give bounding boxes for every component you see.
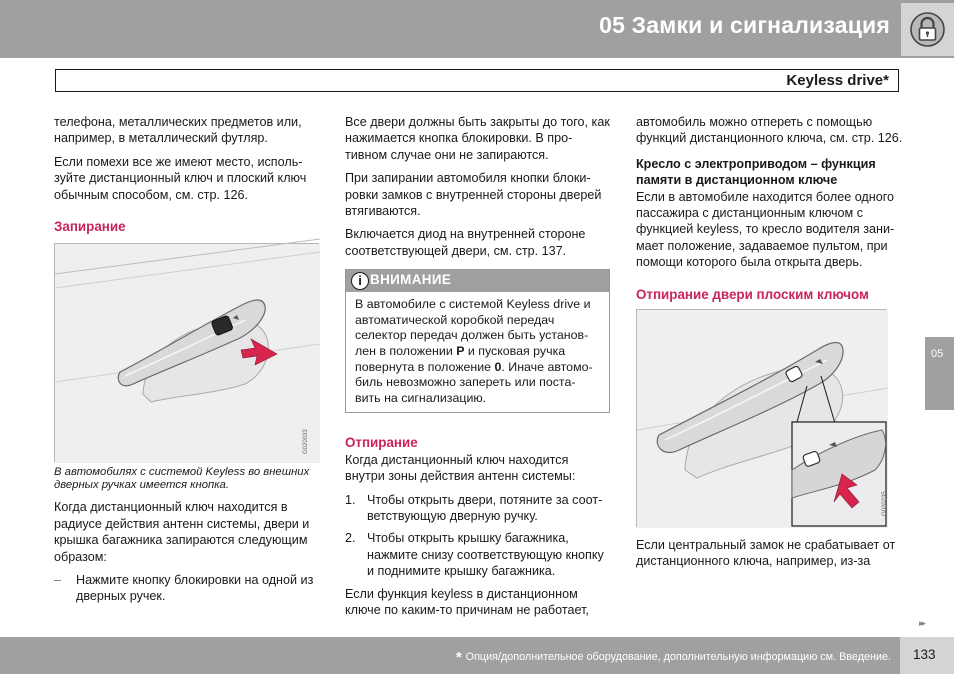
subheading-memory-seat: Кресло с электроприводом – функция памяти в дистанционном ключе	[636, 156, 876, 188]
warning-title: ВНИМАНИЕ	[370, 272, 452, 288]
column-3	[636, 114, 904, 577]
col1-paragraph-1: телефона, металлических предметов или, например, в металлический футляр.	[54, 115, 302, 146]
item-number: 1.	[345, 492, 356, 507]
figure-code: G020235	[882, 491, 888, 517]
footer-band	[0, 637, 954, 674]
col2-paragraph-4: Когда дистанционный ключ находится внутри зоны действия антенн системы:	[345, 452, 576, 484]
col2-paragraph-1: Все двери должны быть закрыты до того, как нажимается кнопка блокировки. В про-тивном случае они не запираются.	[345, 115, 610, 162]
col3-paragraph-2: Если в автомобиле находится более одного пассажира с дистанционным ключом с функцией keyless, то кресло водителя зани-мает положение, задаваемое пультом, при помощи которого была открыта дверь.	[636, 189, 895, 270]
heading-locking: Запирание	[54, 219, 126, 235]
numbered-item	[345, 492, 610, 525]
item-text: Чтобы открыть двери, потяните за соот-ветствующую дверную ручку.	[367, 492, 603, 524]
item-number: 2.	[345, 531, 356, 546]
page-number-box	[900, 637, 954, 674]
dash-bullet: –	[54, 573, 62, 588]
col2-paragraph-2: При запирании автомобиля кнопки блоки-ровки замков с внутренней стороны дверей втягиваются.	[345, 171, 602, 219]
chapter-title: 05 Замки и сигнализация	[599, 12, 890, 38]
col3-paragraph-1: автомобиль можно отпереть с помощью функций дистанционного ключа, см. стр. 126.	[636, 115, 903, 146]
chapter-icon-box	[901, 3, 954, 56]
asterisk-marker: *	[455, 649, 462, 666]
door-handle-illustration	[55, 244, 320, 463]
figure-caption: В автомобилях с системой Keyless во внешних дверных ручках имеется кнопка.	[54, 466, 310, 492]
list-item	[54, 572, 324, 605]
chapter-side-tab[interactable]	[925, 337, 954, 410]
next-page-arrows-icon[interactable]: ▸▸	[919, 618, 925, 628]
col1-paragraph-3: Когда дистанционный ключ находится в радиусе действия антенн системы, двери и крышка багажника запираются следующим образом:	[54, 500, 310, 564]
gear-position-p: P	[456, 344, 465, 359]
column-2	[345, 114, 610, 625]
warning-text-part: и пусковая ручка повернута в положение	[355, 344, 566, 374]
warning-text-part: . Иначе автомо-биль невозможно запереть или поста-вить на сигнализацию.	[355, 359, 593, 405]
warning-text	[346, 292, 609, 412]
warning-box	[345, 269, 610, 413]
warning-header	[346, 270, 609, 292]
footnote-text: Опция/дополнительное оборудование, дополнительную информацию см. Введение.	[465, 651, 891, 663]
section-header-box	[55, 69, 899, 92]
col3-paragraph-3: Если центральный замок не срабатывает от дистанционного ключа, например, из-за	[636, 538, 896, 569]
key-lock-illustration	[637, 310, 888, 528]
item-text: Чтобы открыть крышку багажника, нажмите снизу соответствующую кнопку и поднимите крышку багажника.	[367, 531, 604, 579]
info-icon: i	[351, 272, 369, 290]
list-item-text: Нажмите кнопку блокировки на одной из дверных ручек.	[76, 573, 314, 604]
warning-text-part: В автомобиле с системой Keyless drive и автоматической коробкой передач селектор передач должен быть установ-лен в положении	[355, 297, 591, 359]
header-band	[0, 0, 954, 58]
section-title: Keyless drive*	[786, 72, 889, 89]
heading-unlocking: Отпирание	[345, 435, 418, 451]
page-number: 133	[913, 647, 936, 662]
heading-unlock-with-key: Отпирание двери плоским ключом	[636, 286, 869, 302]
figure-code: G020033	[303, 429, 309, 455]
col2-paragraph-3: Включается диод на внутренней стороне соответствующей двери, см. стр. 137.	[345, 227, 586, 258]
column-1	[54, 114, 324, 605]
footnote	[456, 649, 891, 666]
figure-door-handle-button	[54, 243, 319, 462]
ignition-position-0: 0	[494, 359, 502, 374]
numbered-item	[345, 530, 610, 579]
figure-key-unlock	[636, 309, 887, 527]
col2-paragraph-5: Если функция keyless в дистанционном ключе по каким-то причинам не работает,	[345, 586, 589, 618]
padlock-icon	[909, 11, 946, 48]
chapter-side-tab-label: 05	[931, 348, 944, 360]
col1-paragraph-2: Если помехи все же имеют место, исполь-зуйте дистанционный ключ и плоский ключ обычным способом, см. стр. 126.	[54, 154, 307, 202]
